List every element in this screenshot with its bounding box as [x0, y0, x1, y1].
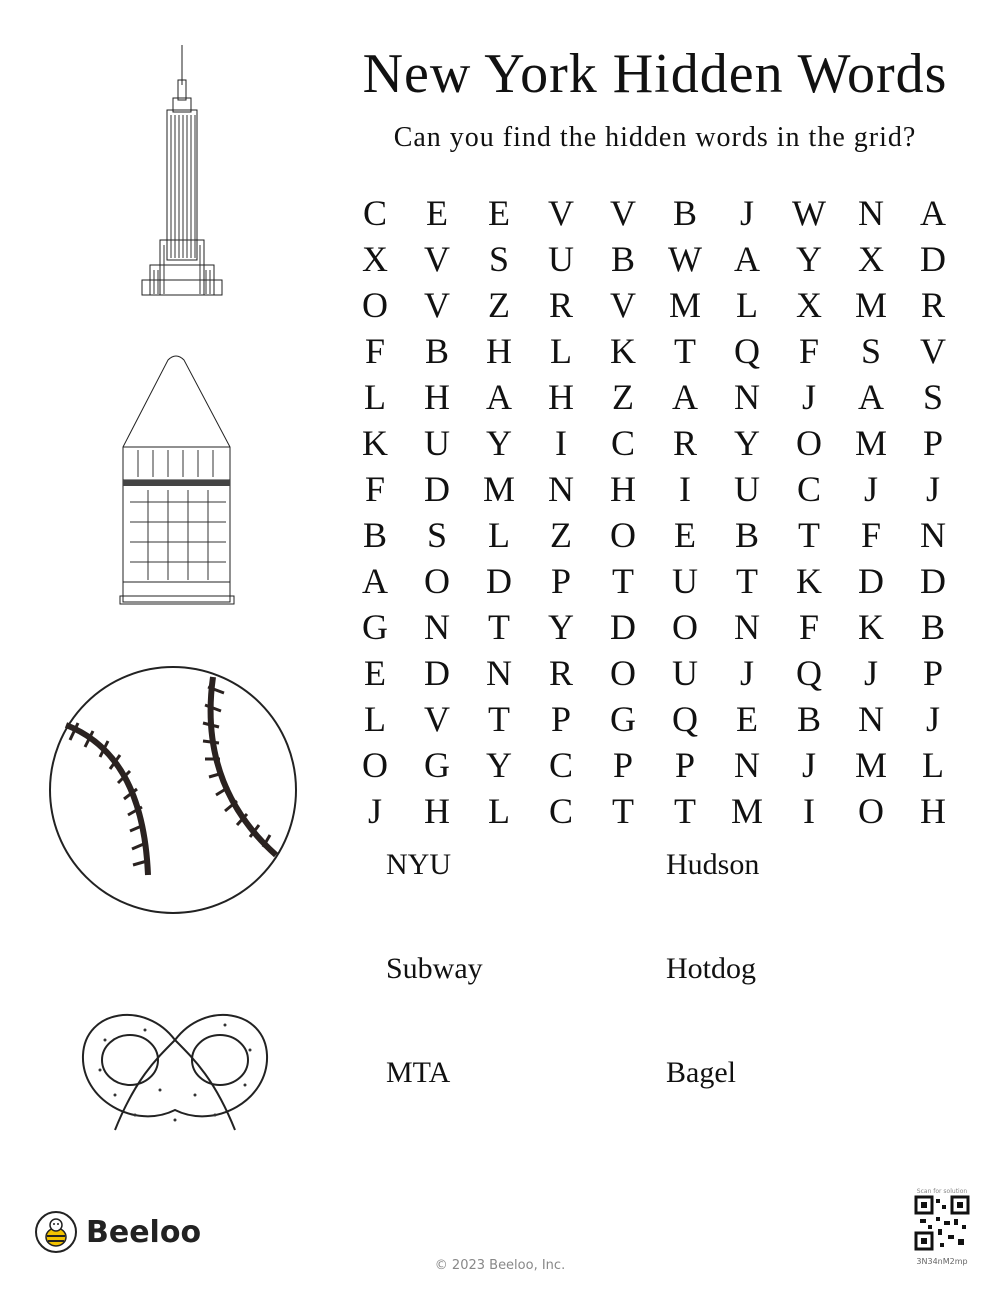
qr-code-icon[interactable]	[914, 1195, 970, 1251]
grid-letter: V	[424, 239, 450, 279]
empire-state-building-illustration	[140, 40, 230, 300]
grid-letter: E	[736, 699, 758, 739]
letter-grid	[344, 190, 964, 834]
grid-row	[344, 236, 964, 282]
grid-letter: D	[424, 469, 450, 509]
grid-letter: J	[367, 791, 382, 831]
grid-letter: D	[424, 653, 450, 693]
grid-letter: B	[734, 515, 759, 555]
grid-letter: I	[679, 469, 691, 509]
grid-letter: J	[801, 377, 816, 417]
grid-letter: A	[920, 193, 946, 233]
grid-letter: R	[672, 423, 697, 463]
grid-letter: P	[922, 653, 944, 693]
grid-letter: A	[858, 377, 884, 417]
grid-letter: B	[610, 239, 635, 279]
grid-letter: H	[424, 791, 450, 831]
qr-caption: Scan for solution	[916, 1188, 968, 1195]
grid-letter: T	[674, 791, 696, 831]
grid-letter: Y	[734, 423, 760, 463]
grid-letter: G	[362, 607, 388, 647]
baseball-illustration	[48, 665, 298, 915]
grid-letter: H	[610, 469, 636, 509]
grid-letter: O	[610, 653, 636, 693]
word-item: Hotdog	[666, 952, 756, 985]
grid-letter: F	[364, 469, 386, 509]
grid-letter: Q	[734, 331, 760, 371]
grid-letter: T	[736, 561, 758, 601]
grid-letter: L	[488, 515, 510, 555]
grid-letter: K	[858, 607, 884, 647]
grid-letter: O	[362, 745, 388, 785]
grid-letter: G	[424, 745, 450, 785]
grid-letter: F	[860, 515, 882, 555]
grid-letter: P	[550, 561, 572, 601]
grid-row	[344, 558, 964, 604]
grid-letter: X	[796, 285, 822, 325]
grid-letter: S	[426, 515, 448, 555]
grid-letter: Z	[550, 515, 572, 555]
grid-letter: Z	[612, 377, 634, 417]
grid-row	[344, 282, 964, 328]
grid-letter: M	[482, 469, 515, 509]
grid-letter: Y	[548, 607, 574, 647]
grid-row	[344, 742, 964, 788]
grid-letter: B	[920, 607, 945, 647]
grid-letter: V	[610, 193, 636, 233]
grid-letter: P	[612, 745, 634, 785]
grid-letter: W	[792, 193, 826, 233]
grid-letter: D	[486, 561, 512, 601]
grid-row	[344, 788, 964, 834]
grid-letter: M	[854, 745, 887, 785]
grid-letter: P	[674, 745, 696, 785]
grid-letter: U	[734, 469, 760, 509]
grid-letter: D	[920, 239, 946, 279]
grid-letter: A	[362, 561, 388, 601]
grid-letter: O	[610, 515, 636, 555]
page-subtitle: Can you find the hidden words in the grid?	[393, 122, 917, 153]
grid-letter: J	[925, 469, 940, 509]
brand	[34, 1210, 201, 1254]
grid-letter: E	[364, 653, 386, 693]
grid-letter: O	[796, 423, 822, 463]
grid-letter: A	[734, 239, 760, 279]
grid-letter: E	[488, 193, 510, 233]
grid-letter: J	[863, 653, 878, 693]
grid-letter: E	[674, 515, 696, 555]
grid-letter: M	[854, 423, 887, 463]
grid-letter: J	[863, 469, 878, 509]
grid-letter: V	[424, 285, 450, 325]
grid-letter: S	[922, 377, 944, 417]
grid-letter: O	[858, 791, 884, 831]
grid-letter: L	[488, 791, 510, 831]
grid-letter: D	[858, 561, 884, 601]
grid-letter: H	[486, 331, 512, 371]
grid-letter: W	[668, 239, 702, 279]
grid-letter: N	[858, 699, 884, 739]
grid-letter: Z	[488, 285, 510, 325]
grid-letter: N	[734, 745, 760, 785]
grid-row	[344, 604, 964, 650]
grid-letter: E	[426, 193, 448, 233]
grid-letter: M	[854, 285, 887, 325]
grid-letter: C	[610, 423, 635, 463]
grid-letter: P	[922, 423, 944, 463]
grid-letter: L	[364, 699, 386, 739]
word-item: Subway	[386, 952, 483, 985]
grid-letter: B	[362, 515, 387, 555]
grid-letter: H	[424, 377, 450, 417]
grid-letter: Y	[796, 239, 822, 279]
copyright-text: © 2023 Beeloo, Inc.	[434, 1258, 566, 1273]
grid-letter: N	[424, 607, 450, 647]
qr-block[interactable]	[910, 1188, 974, 1266]
grid-letter: N	[858, 193, 884, 233]
grid-letter: U	[548, 239, 574, 279]
grid-letter: H	[548, 377, 574, 417]
grid-letter: L	[736, 285, 758, 325]
grid-letter: T	[612, 561, 634, 601]
grid-letter: S	[860, 331, 882, 371]
grid-letter: A	[672, 377, 698, 417]
grid-letter: F	[798, 331, 820, 371]
grid-letter: V	[548, 193, 574, 233]
grid-letter: L	[364, 377, 386, 417]
grid-letter: R	[920, 285, 945, 325]
grid-row	[344, 650, 964, 696]
brand-name: Beeloo	[86, 1214, 202, 1250]
word-item: NYU	[386, 848, 451, 881]
grid-letter: L	[550, 331, 572, 371]
grid-letter: J	[925, 699, 940, 739]
grid-letter: G	[610, 699, 636, 739]
word-item: Bagel	[666, 1056, 736, 1089]
grid-letter: V	[424, 699, 450, 739]
grid-letter: B	[796, 699, 821, 739]
grid-letter: O	[424, 561, 450, 601]
grid-letter: J	[801, 745, 816, 785]
grid-letter: X	[858, 239, 884, 279]
grid-letter: A	[486, 377, 512, 417]
grid-row	[344, 696, 964, 742]
grid-letter: P	[550, 699, 572, 739]
grid-letter: N	[734, 377, 760, 417]
grid-letter: Q	[672, 699, 698, 739]
word-item: Hudson	[666, 848, 760, 881]
grid-letter: N	[486, 653, 512, 693]
grid-letter: N	[548, 469, 574, 509]
grid-letter: F	[798, 607, 820, 647]
grid-letter: U	[424, 423, 450, 463]
grid-letter: K	[610, 331, 636, 371]
grid-letter: R	[548, 285, 573, 325]
bee-logo-icon	[34, 1210, 78, 1254]
grid-letter: Y	[486, 423, 512, 463]
grid-row	[344, 190, 964, 236]
grid-letter: B	[672, 193, 697, 233]
grid-letter: V	[920, 331, 946, 371]
grid-letter: B	[424, 331, 449, 371]
grid-letter: I	[803, 791, 815, 831]
grid-row	[344, 512, 964, 558]
grid-letter: M	[668, 285, 701, 325]
grid-letter: H	[920, 791, 946, 831]
grid-letter: T	[488, 607, 510, 647]
grid-letter: T	[798, 515, 820, 555]
grid-letter: C	[548, 791, 573, 831]
grid-letter: N	[920, 515, 946, 555]
grid-letter: K	[362, 423, 388, 463]
grid-row	[344, 374, 964, 420]
grid-letter: M	[730, 791, 763, 831]
grid-letter: V	[610, 285, 636, 325]
grid-letter: L	[922, 745, 944, 785]
grid-letter: I	[555, 423, 567, 463]
grid-letter: C	[362, 193, 387, 233]
grid-letter: Q	[796, 653, 822, 693]
grid-letter: F	[364, 331, 386, 371]
grid-letter: U	[672, 561, 698, 601]
grid-letter: T	[674, 331, 696, 371]
grid-letter: C	[796, 469, 821, 509]
pretzel-illustration	[75, 1000, 275, 1150]
grid-letter: D	[920, 561, 946, 601]
grid-letter: T	[488, 699, 510, 739]
grid-row	[344, 328, 964, 374]
grid-row	[344, 420, 964, 466]
flatiron-building-illustration	[118, 352, 238, 607]
grid-letter: D	[610, 607, 636, 647]
grid-letter: C	[548, 745, 573, 785]
grid-letter: X	[362, 239, 388, 279]
qr-code-text: 3N34nM2mp	[916, 1257, 968, 1266]
grid-letter: T	[612, 791, 634, 831]
grid-letter: O	[362, 285, 388, 325]
page-title: New York Hidden Words	[362, 43, 948, 105]
grid-letter: U	[672, 653, 698, 693]
grid-letter: K	[796, 561, 822, 601]
grid-letter: J	[739, 193, 754, 233]
grid-letter: R	[548, 653, 573, 693]
grid-letter: Y	[486, 745, 512, 785]
grid-row	[344, 466, 964, 512]
grid-letter: S	[488, 239, 510, 279]
grid-letter: J	[739, 653, 754, 693]
word-item: MTA	[386, 1056, 451, 1089]
grid-letter: O	[672, 607, 698, 647]
grid-letter: N	[734, 607, 760, 647]
